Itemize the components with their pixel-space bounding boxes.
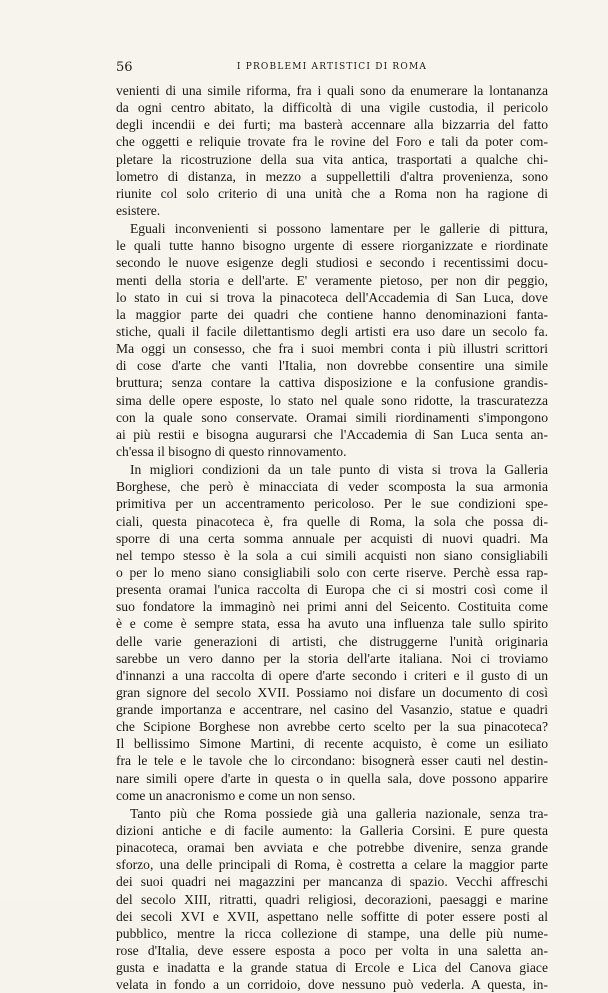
text-line: è e come è sempre stata, essa ha avuto una influenza tale sullo spirito [116, 616, 548, 632]
text-line: delle varie generazioni di artisti, che distruggerne l'unità originaria [116, 633, 548, 649]
text-line: dei secoli XVI e XVII, aspettano nelle soffitte di poter essere posti al [116, 908, 548, 924]
text-line: che oggetti e reliquie trovate fra le rovine del Foro e tali da poter com- [116, 134, 548, 150]
text-line: Ma oggi un consesso, che fra i suoi membri conta i più illustri scrittori [116, 341, 548, 357]
text-line: suo fondatore la immaginò nei primi anni del Seicento. Costituita come [116, 599, 548, 615]
text-line: nel tempo stesso è la sola a cui simili acquisti non siano consigliabili [116, 547, 548, 563]
text-line: grande importanza e accentrare, nel casino del Vasanzio, statue e quadri [116, 702, 548, 718]
text-line: secondo le nuove esigenze degli studiosi e secondo i recentissimi docu- [116, 255, 548, 271]
text-line: lometro di distanza, in mezzo a suppellettili d'altra provenienza, sono [116, 168, 548, 184]
text-line: Il bellissimo Simone Martini, di recente acquisto, è come un esiliato [116, 736, 548, 752]
text-line: fra le tele e le tavole che lo circondano: bisognerà esser cauti nel destin- [116, 753, 548, 769]
text-line: sima delle opere esposte, lo stato nel quale sono ridotte, la trascuratezza [116, 392, 548, 408]
text-line: dei suoi quadri nei magazzini per mancanza di spazio. Vecchi affreschi [116, 874, 548, 890]
text-line: sarebbe un vero danno per la storia dell'arte italiana. Noi ci troviamo [116, 650, 548, 666]
text-line: ai più restii e bisogna augurarsi che l'Accademia di San Luca senta an- [116, 426, 548, 442]
text-line: d'innanzi a una raccolta di opere d'arte secondo i criteri e il gusto di un [116, 667, 548, 683]
running-title: I PROBLEMI ARTISTICI DI ROMA [236, 62, 428, 72]
body-text [116, 82, 548, 993]
text-line: lo stato in cui si trova la pinacoteca dell'Accademia di San Luca, dove [116, 289, 548, 305]
text-line: gusta e inadatta e la grande statua di Ercole e Lica del Canova giace [116, 960, 548, 976]
text-line: degli incendii e dei furti; ma basterà accennare alla bizzarria del fatto [116, 117, 548, 133]
text-line: Tanto più che Roma possiede già una galleria nazionale, senza tra- [130, 805, 548, 821]
text-line: rose d'Italia, deve essere esposta a poco per volta in una saletta an- [116, 943, 548, 959]
page-header [116, 60, 548, 76]
text-line: pletare la ricostruzione della sua vita antica, trasportati a qualche chi- [116, 151, 548, 167]
text-line: gran signore del secolo XVII. Possiamo noi disfare un documento di così [116, 684, 548, 700]
text-line: Eguali inconvenienti si possono lamentare per le gallerie di pittura, [130, 221, 548, 237]
text-line: che Scipione Borghese non avrebbe certo scelto per la sua pinacoteca? [116, 719, 548, 735]
text-line: la maggior parte dei quadri che contiene hanno denominazioni fanta- [116, 306, 548, 322]
text-line: stiche, quali il facile dilettantismo degli artisti era uso dare un secolo fa. [116, 323, 548, 339]
text-line: o per lo meno siano consigliabili solo con certe riserve. Perchè essa rap- [116, 564, 548, 580]
text-line: di cose d'arte che vanti l'Italia, non dovrebbe consentire una simile [116, 358, 548, 374]
text-line: primitiva per un accentramento pericoloso. Per le sue condizioni spe- [116, 496, 548, 512]
text-line: bruttura; senza contare la cattiva disposizione e la confusione grandis- [116, 375, 548, 391]
text-line: pubblico, mentre la ricca collezione di stampe, una delle più nume- [116, 925, 548, 941]
text-line: Borghese, che però è minacciata di veder scomposta la sua armonia [116, 479, 548, 495]
text-line: le quali tutte hanno bisogno urgente di essere riorganizzate e riordinate [116, 238, 548, 254]
text-line: presenta oramai l'unica raccolta di Europa che ci si mostri così come il [116, 582, 548, 598]
text-line: menti della storia e dell'arte. E' veramente pietoso, per non dir peggio, [116, 272, 548, 288]
text-line: ch'essa il bisogno di questo rinnovamento. [116, 443, 347, 459]
text-line: pinacoteca, oramai ben avviata e che potrebbe divenire, senza grande [116, 840, 548, 856]
text-line: nare simili opere d'arte in questa o in quella sala, dove possono apparire [116, 770, 548, 786]
text-line: esistere. [116, 202, 161, 218]
text-line: con la quale sono conservate. Oramai simili riordinamenti s'impongono [116, 409, 548, 425]
text-line: dizioni antiche e di facile aumento: la Galleria Corsini. E pure questa [116, 823, 548, 839]
text-line: In migliori condizioni da un tale punto di vista si trova la Galleria [130, 462, 548, 478]
text-line: velata in fondo a un corridoio, dove nessuno può vederla. A questa, in- [116, 977, 548, 993]
text-line: ciali, questa pinacoteca è, fra quelle di Roma, la sola che possa di- [116, 513, 548, 529]
text-line: riunite col solo criterio di una unità che a Roma non ha ragione di [116, 185, 548, 201]
text-line: venienti di una simile riforma, fra i quali sono da enumerare la lontananza [116, 83, 548, 98]
page-number: 56 [116, 60, 133, 75]
text-line: come un anacronismo e come un non senso. [116, 787, 356, 803]
text-line: del secolo XIII, ritratti, quadri religiosi, decorazioni, paesaggi e marine [116, 891, 548, 907]
text-line: sforzo, una delle principali di Roma, è costretta a celare la maggior parte [116, 857, 548, 873]
text-line: da ogni centro abitato, la difficoltà di una vigile custodia, il pericolo [116, 100, 548, 116]
text-line: sporre di una certa somma annuale per acquisti di nuovi quadri. Ma [116, 530, 548, 546]
